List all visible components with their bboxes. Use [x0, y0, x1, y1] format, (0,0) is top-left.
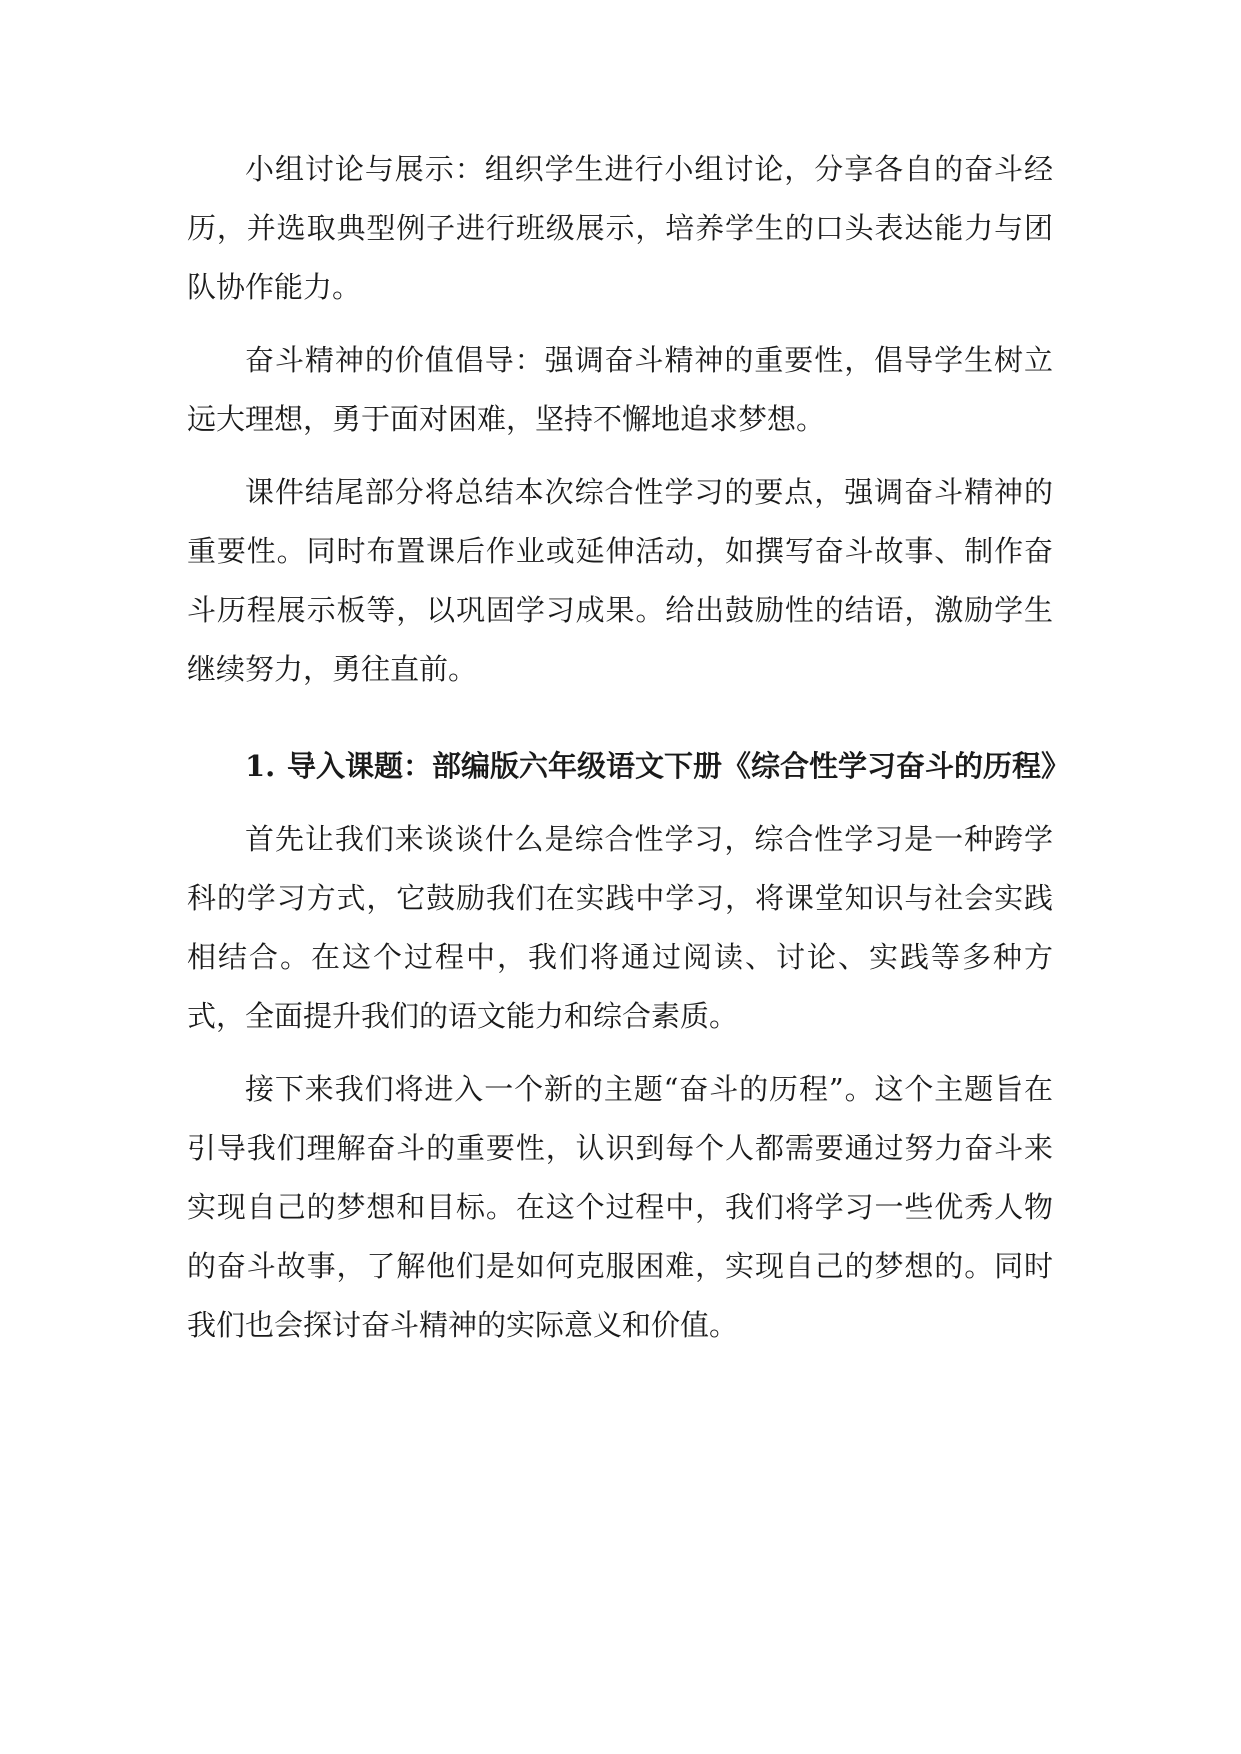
- document-body: [187, 140, 1071, 1369]
- section-number: 1.: [245, 749, 276, 783]
- paragraph-new-theme: 接下来我们将进入一个新的主题“奋斗的历程”。这个主题旨在引导我们理解奋斗的重要性，认识到每个人都需要通过努力奋斗来实现自己的梦想和目标。在这个过程中，我们将学习一些优秀人物的奋斗故事，了解他们是如何克服困难，实现自己的梦想的。同时我们也会探讨奋斗精神的实际意义和价值。: [187, 1072, 1053, 1342]
- section-heading: [187, 737, 1071, 796]
- paragraph-courseware-ending: 课件结尾部分将总结本次综合性学习的要点，强调奋斗精神的重要性。同时布置课后作业或延伸活动，如撰写奋斗故事、制作奋斗历程展示板等，以巩固学习成果。给出鼓励性的结语，激励学生继续努力，勇往直前。: [187, 475, 1053, 686]
- section-title: 导入课题：部编版六年级语文下册《综合性学习奋斗的历程》: [287, 749, 1071, 783]
- paragraph-comprehensive-learning: 首先让我们来谈谈什么是综合性学习，综合性学习是一种跨学科的学习方式，它鼓励我们在实践中学习，将课堂知识与社会实践相结合。在这个过程中，我们将通过阅读、讨论、实践等多种方式，全面提升我们的语文能力和综合素质。: [187, 822, 1053, 1033]
- paragraph-group-discussion: 小组讨论与展示：组织学生进行小组讨论，分享各自的奋斗经历，并选取典型例子进行班级展示，培养学生的口头表达能力与团队协作能力。: [187, 152, 1053, 304]
- paragraph-struggle-value: 奋斗精神的价值倡导：强调奋斗精神的重要性，倡导学生树立远大理想，勇于面对困难，坚持不懈地追求梦想。: [187, 343, 1053, 436]
